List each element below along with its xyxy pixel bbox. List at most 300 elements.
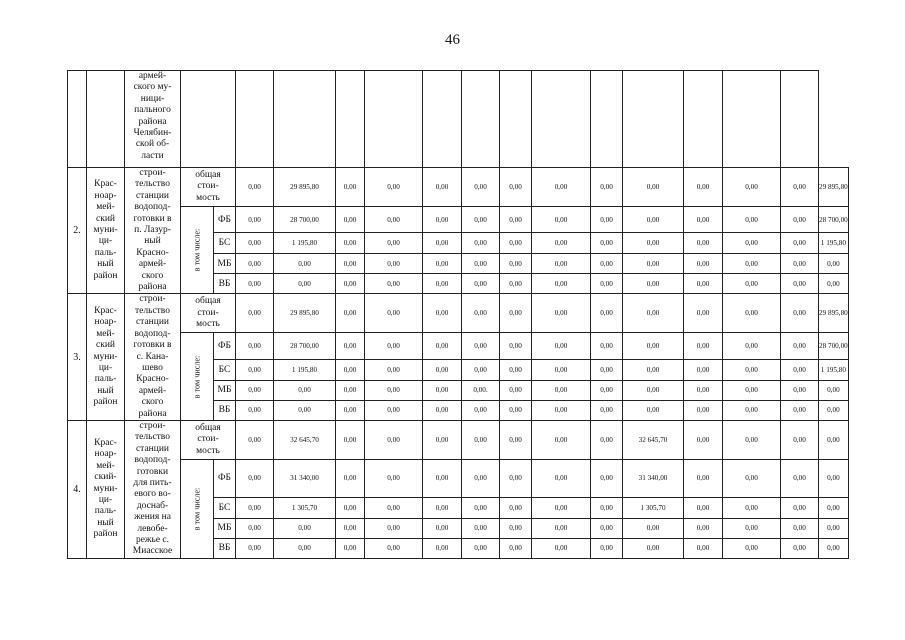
funding-source: ВБ — [214, 538, 236, 558]
text-line: водопод- — [134, 328, 171, 339]
value-cell: 0,00 — [532, 518, 591, 538]
value-cell: 0,00 — [591, 233, 623, 254]
value-cell: 0,00 — [781, 333, 819, 359]
funding-source: ВБ — [214, 274, 236, 294]
funding-source: МБ — [214, 518, 236, 538]
value-cell: 0,00 — [591, 380, 623, 400]
financing-table — [67, 70, 849, 559]
value-cell: 0,00 — [591, 254, 623, 274]
value-cell: 0,00 — [684, 294, 723, 333]
value-cell: 0,00 — [274, 380, 336, 400]
value-cell: 0,00 — [684, 538, 723, 558]
value-cell: 0,00 — [462, 233, 500, 254]
value-cell: 0,00 — [684, 168, 723, 207]
value-cell: 0,00 — [336, 294, 365, 333]
value-cell: 0,00 — [819, 254, 849, 274]
value-cell: 0,00 — [500, 168, 532, 207]
value-cell: 0,00 — [365, 380, 423, 400]
value-cell: 0,00 — [500, 359, 532, 380]
value-cell: 0,00 — [623, 274, 684, 294]
text-line: готовки в — [133, 340, 172, 351]
value-cell: 0,00 — [781, 538, 819, 558]
text-line: ласти — [141, 150, 164, 161]
source-row — [68, 207, 849, 233]
value-cell: 0,00 — [684, 233, 723, 254]
in-total-text: в том числе: — [192, 228, 202, 272]
value-cell: 0,00 — [336, 168, 365, 207]
value-cell: 0,00 — [723, 459, 781, 497]
value-cell: 1 195,80 — [274, 359, 336, 380]
value-cell: 28 700,00 — [274, 333, 336, 359]
value-cell — [274, 71, 336, 168]
value-cell: 0,00 — [462, 294, 500, 333]
value-cell: 0,00 — [462, 333, 500, 359]
text-line: Красно- — [136, 374, 169, 385]
value-cell: 0,00 — [532, 420, 591, 459]
value-cell: 0,00 — [365, 459, 423, 497]
value-cell: 0,00 — [781, 497, 819, 518]
value-cell: 0,00. — [462, 380, 500, 400]
value-cell: 0,00 — [623, 333, 684, 359]
value-cell: 0,00 — [236, 420, 274, 459]
value-cell: 0,00 — [500, 420, 532, 459]
row-index: 4. — [68, 420, 87, 558]
value-cell: 28 700,00 — [274, 207, 336, 233]
text-line: ноар- — [94, 317, 117, 328]
value-cell: 0,00 — [723, 254, 781, 274]
value-cell: 0,00 — [423, 333, 462, 359]
text-line: готовки — [136, 466, 169, 477]
text-line: муни- — [93, 225, 118, 236]
value-cell: 29 895,80 — [819, 168, 849, 207]
value-cell: 0,00 — [500, 254, 532, 274]
value-cell: 0,00 — [462, 538, 500, 558]
municipality-cell — [87, 168, 125, 294]
text-line: общая — [195, 296, 221, 307]
value-cell: 0,00 — [423, 207, 462, 233]
value-cell: 0,00 — [274, 274, 336, 294]
value-cell: 0,00 — [723, 359, 781, 380]
text-line: водопод- — [134, 202, 171, 213]
value-cell: 0,00 — [336, 518, 365, 538]
value-cell: 0,00 — [781, 233, 819, 254]
text-line: водопод- — [134, 455, 171, 466]
text-line: режье с. — [135, 535, 170, 545]
value-cell: 1 195,80 — [274, 233, 336, 254]
text-line: ской об- — [135, 139, 170, 150]
value-cell: 0,00 — [236, 233, 274, 254]
text-line: общая — [195, 422, 221, 433]
value-cell: 32 645,70 — [274, 420, 336, 459]
text-line: евого во- — [134, 489, 171, 500]
value-cell: 0,00 — [336, 207, 365, 233]
value-cell: 0,00 — [336, 233, 365, 254]
text-line: п. Лазур- — [134, 225, 171, 236]
value-cell: 0,00 — [500, 233, 532, 254]
text-line: ноар- — [94, 190, 117, 201]
value-cell: 0,00 — [723, 274, 781, 294]
value-cell: 0,00 — [532, 168, 591, 207]
total-cost-label — [181, 420, 236, 459]
in-total-vertical-label — [181, 207, 214, 294]
value-cell: 0,00 — [532, 459, 591, 497]
text-line: район — [93, 529, 118, 540]
text-line: ского му- — [133, 82, 172, 93]
value-cell: 29 895,80 — [274, 294, 336, 333]
value-cell: 0,00 — [684, 497, 723, 518]
value-cell: 0,00 — [423, 233, 462, 254]
value-cell: 0,00 — [623, 359, 684, 380]
value-cell: 0,00 — [781, 274, 819, 294]
text-line: район — [93, 397, 118, 408]
text-line: для пить- — [133, 477, 172, 488]
value-cell: 0,00 — [336, 254, 365, 274]
value-cell: 0,00 — [236, 400, 274, 420]
value-cell: 0,00 — [365, 497, 423, 518]
text-line: мость — [196, 319, 220, 330]
value-cell: 0,00 — [500, 380, 532, 400]
text-line: паль- — [94, 247, 117, 258]
value-cell: 0,00 — [781, 459, 819, 497]
value-cell: 0,00 — [462, 400, 500, 420]
text-line: строи- — [139, 168, 166, 178]
value-cell: 0,00 — [236, 207, 274, 233]
text-line: паль- — [94, 374, 117, 385]
value-cell: 0,00 — [423, 359, 462, 380]
funding-source: ФБ — [214, 333, 236, 359]
value-cell — [591, 71, 623, 168]
text-line: жения на — [134, 512, 171, 523]
value-cell: 0,00 — [365, 207, 423, 233]
value-cell: 0,00 — [723, 207, 781, 233]
text-line: армей- — [138, 71, 167, 81]
text-line: мость — [196, 192, 220, 203]
text-line: ный — [144, 236, 161, 247]
value-cell: 1 305,70 — [274, 497, 336, 518]
text-line: стои- — [197, 434, 219, 445]
value-cell: 0,00 — [591, 400, 623, 420]
text-line: муни- — [93, 483, 118, 494]
text-line: Миасское — [132, 546, 173, 557]
page-number: 46 — [445, 32, 460, 48]
value-cell: 0,00 — [532, 497, 591, 518]
value-cell: 31 340,00 — [274, 459, 336, 497]
value-cell: 0,00 — [781, 420, 819, 459]
value-cell: 0,00 — [532, 538, 591, 558]
value-cell: 0,00 — [781, 294, 819, 333]
value-cell: 29 895,80 — [819, 294, 849, 333]
value-cell: 0,00 — [462, 168, 500, 207]
text-line: станции — [135, 317, 170, 328]
value-cell — [336, 71, 365, 168]
value-cell: 0,00 — [423, 459, 462, 497]
value-cell: 0,00 — [723, 233, 781, 254]
value-cell: 0,00 — [591, 359, 623, 380]
table-row — [68, 71, 849, 168]
value-cell: 0,00 — [236, 274, 274, 294]
text-line: ци- — [98, 236, 113, 247]
value-cell: 0,00 — [623, 294, 684, 333]
value-cell: 0,00 — [723, 380, 781, 400]
value-cell: 0,00 — [336, 333, 365, 359]
value-cell: 0,00 — [236, 538, 274, 558]
funding-source: МБ — [214, 254, 236, 274]
funding-source: ФБ — [214, 459, 236, 497]
value-cell: 0,00 — [532, 359, 591, 380]
in-total-vertical-label — [181, 333, 214, 420]
text-line: ный — [97, 517, 114, 528]
text-line: шево — [142, 362, 163, 373]
value-cell: 0,00 — [819, 380, 849, 400]
value-cell: 1 195,80 — [819, 233, 849, 254]
value-cell: 0,00 — [623, 254, 684, 274]
value-cell: 0,00 — [236, 359, 274, 380]
value-cell: 0,00 — [462, 207, 500, 233]
text-line: Крас- — [94, 305, 117, 316]
value-cell: 0,00 — [365, 168, 423, 207]
value-cell: 0,00 — [236, 254, 274, 274]
value-cell — [423, 71, 462, 168]
value-cell: 0,00 — [500, 207, 532, 233]
value-cell: 0,00 — [500, 518, 532, 538]
text-line: мей- — [96, 460, 115, 471]
municipality-cell — [87, 294, 125, 420]
value-cell: 0,00 — [462, 254, 500, 274]
text-line: готовки в — [133, 213, 172, 224]
value-cell: 0,00 — [623, 538, 684, 558]
total-cost-label — [181, 168, 236, 207]
text-line: мей- — [96, 328, 115, 339]
text-line: тельство — [135, 305, 170, 316]
value-cell: 0,00 — [819, 518, 849, 538]
value-cell: 0,00 — [365, 400, 423, 420]
value-cell: 0,00 — [423, 538, 462, 558]
value-cell: 0,00 — [723, 168, 781, 207]
value-cell: 0,00 — [723, 294, 781, 333]
value-cell: 0,00 — [462, 420, 500, 459]
value-cell: 0,00 — [591, 333, 623, 359]
text-line: ный — [97, 259, 114, 270]
value-cell: 0,00 — [236, 333, 274, 359]
text-line: пального — [134, 105, 171, 116]
value-cell: 0,00 — [684, 274, 723, 294]
value-cell: 0,00 — [336, 359, 365, 380]
value-cell: 1 305,70 — [623, 497, 684, 518]
total-cost-label — [181, 294, 236, 333]
text-line: армей- — [138, 259, 167, 270]
text-line: района — [138, 408, 167, 419]
text-line: ници- — [140, 93, 165, 104]
value-cell: 0,00 — [274, 518, 336, 538]
text-line: ный — [97, 385, 114, 396]
value-cell: 0,00 — [532, 400, 591, 420]
value-cell — [236, 71, 274, 168]
value-cell: 0,00 — [532, 233, 591, 254]
value-cell — [684, 71, 723, 168]
value-cell: 0,00 — [365, 538, 423, 558]
value-cell: 0,00 — [591, 420, 623, 459]
value-cell — [500, 71, 532, 168]
value-cell: 0,00 — [684, 518, 723, 538]
value-cell: 0,00 — [781, 254, 819, 274]
value-cell: 0,00 — [336, 538, 365, 558]
value-cell: 0,00 — [365, 274, 423, 294]
value-cell: 0,00 — [623, 233, 684, 254]
text-line: мей- — [96, 202, 115, 213]
value-cell: 0,00 — [423, 294, 462, 333]
value-cell: 0,00 — [236, 497, 274, 518]
value-cell — [532, 71, 591, 168]
value-cell: 0,00 — [684, 400, 723, 420]
value-cell: 0,00 — [591, 274, 623, 294]
funding-source: БС — [214, 359, 236, 380]
value-cell: 0,00 — [623, 518, 684, 538]
value-cell: 0,00 — [336, 400, 365, 420]
value-cell: 0,00 — [623, 168, 684, 207]
value-cell: 0,00 — [781, 168, 819, 207]
value-cell: 0,00 — [723, 518, 781, 538]
value-cell: 0,00 — [365, 294, 423, 333]
total-row — [68, 294, 849, 333]
text-line: мость — [196, 445, 220, 456]
text-line: ский — [96, 340, 115, 351]
value-cell: 0,00 — [462, 459, 500, 497]
text-line: ский- — [94, 472, 117, 483]
value-cell: 0,00 — [336, 497, 365, 518]
value-cell: 0,00 — [423, 400, 462, 420]
value-cell: 0,00 — [532, 254, 591, 274]
text-line: строи- — [139, 420, 166, 431]
value-cell: 0,00 — [781, 359, 819, 380]
value-cell: 0,00 — [336, 420, 365, 459]
value-cell: 0,00 — [591, 497, 623, 518]
value-cell: 0,00 — [500, 538, 532, 558]
value-cell: 0,00 — [819, 497, 849, 518]
value-cell: 0,00 — [781, 400, 819, 420]
in-total-text: в том числе: — [192, 487, 202, 531]
value-cell: 0,00 — [423, 518, 462, 538]
text-line: Челябин- — [133, 128, 172, 139]
value-cell: 0,00 — [532, 380, 591, 400]
funding-source: МБ — [214, 380, 236, 400]
value-cell: 0,00 — [532, 294, 591, 333]
text-line: общая — [195, 169, 221, 180]
text-line: Красно- — [136, 247, 169, 258]
text-line: ского — [141, 397, 164, 408]
value-cell: 0,00 — [819, 274, 849, 294]
value-cell: 0,00 — [365, 518, 423, 538]
value-cell: 0,00 — [236, 518, 274, 538]
total-row — [68, 420, 849, 459]
value-cell: 0,00 — [532, 274, 591, 294]
text-line: района — [138, 116, 167, 127]
value-cell: 0,00 — [500, 333, 532, 359]
value-cell: 0,00 — [462, 274, 500, 294]
text-line: левобе- — [137, 523, 168, 534]
row-index: 3. — [68, 294, 87, 420]
total-row — [68, 168, 849, 207]
municipality-cell — [87, 71, 125, 168]
value-cell: 0,00 — [684, 254, 723, 274]
text-line: ци- — [98, 362, 113, 373]
text-line: стои- — [197, 181, 219, 192]
text-line: район — [93, 270, 118, 281]
value-cell: 0,00 — [591, 168, 623, 207]
value-cell: 0,00 — [462, 359, 500, 380]
value-cell: 31 340,00 — [623, 459, 684, 497]
value-cell — [365, 71, 423, 168]
text-line: стои- — [197, 307, 219, 318]
text-line: тельство — [135, 179, 170, 190]
value-cell: 0,00 — [723, 538, 781, 558]
value-cell: 0,00 — [684, 459, 723, 497]
value-cell: 0,00 — [336, 274, 365, 294]
value-cell: 0,00 — [591, 207, 623, 233]
funding-source: БС — [214, 497, 236, 518]
text-line: доснаб- — [136, 500, 169, 511]
value-cell: 0,00 — [591, 294, 623, 333]
value-cell: 28 700,00 — [819, 333, 849, 359]
value-cell: 0,00 — [819, 420, 849, 459]
value-cell: 0,00 — [274, 538, 336, 558]
text-line: станции — [135, 190, 170, 201]
value-cell: 1 195,80 — [819, 359, 849, 380]
value-cell: 0,00 — [591, 518, 623, 538]
value-cell: 0,00 — [819, 459, 849, 497]
value-cell: 0,00 — [591, 459, 623, 497]
value-cell: 0,00 — [423, 380, 462, 400]
value-cell — [623, 71, 684, 168]
value-cell: 0,00 — [684, 420, 723, 459]
value-cell: 0,00 — [819, 538, 849, 558]
text-line: строи- — [139, 294, 166, 305]
value-cell: 0,00 — [236, 294, 274, 333]
in-total-vertical-label — [181, 459, 214, 558]
funding-source: ФБ — [214, 207, 236, 233]
text-line: Крас- — [94, 438, 117, 449]
text-line: тельство — [135, 432, 170, 443]
value-cell: 29 895,80 — [274, 168, 336, 207]
value-cell: 0,00 — [532, 207, 591, 233]
text-line: с. Кана- — [136, 351, 169, 362]
value-cell: 0,00 — [684, 333, 723, 359]
value-cell: 28 700,00 — [819, 207, 849, 233]
funding-source: БС — [214, 233, 236, 254]
value-cell: 0,00 — [819, 400, 849, 420]
value-cell: 0,00 — [623, 400, 684, 420]
value-cell: 0,00 — [365, 359, 423, 380]
text-line: ского — [141, 270, 164, 281]
value-cell: 32 645,70 — [623, 420, 684, 459]
value-cell: 0,00 — [462, 497, 500, 518]
value-cell: 0,00 — [423, 420, 462, 459]
text-line: ский — [96, 213, 115, 224]
value-cell: 0,00 — [365, 233, 423, 254]
value-cell: 0,00 — [723, 400, 781, 420]
value-cell — [723, 71, 781, 168]
text-line: ноар- — [94, 449, 117, 460]
value-cell: 0,00 — [500, 294, 532, 333]
value-cell: 0,00 — [723, 333, 781, 359]
value-cell: 0,00 — [684, 207, 723, 233]
value-cell: 0,00 — [365, 333, 423, 359]
value-cell: 0,00 — [781, 207, 819, 233]
project-name-cell — [125, 420, 181, 558]
value-cell: 0,00 — [723, 497, 781, 518]
value-cell: 0,00 — [423, 497, 462, 518]
value-cell: 0,00 — [591, 538, 623, 558]
project-name-cell — [125, 168, 181, 294]
